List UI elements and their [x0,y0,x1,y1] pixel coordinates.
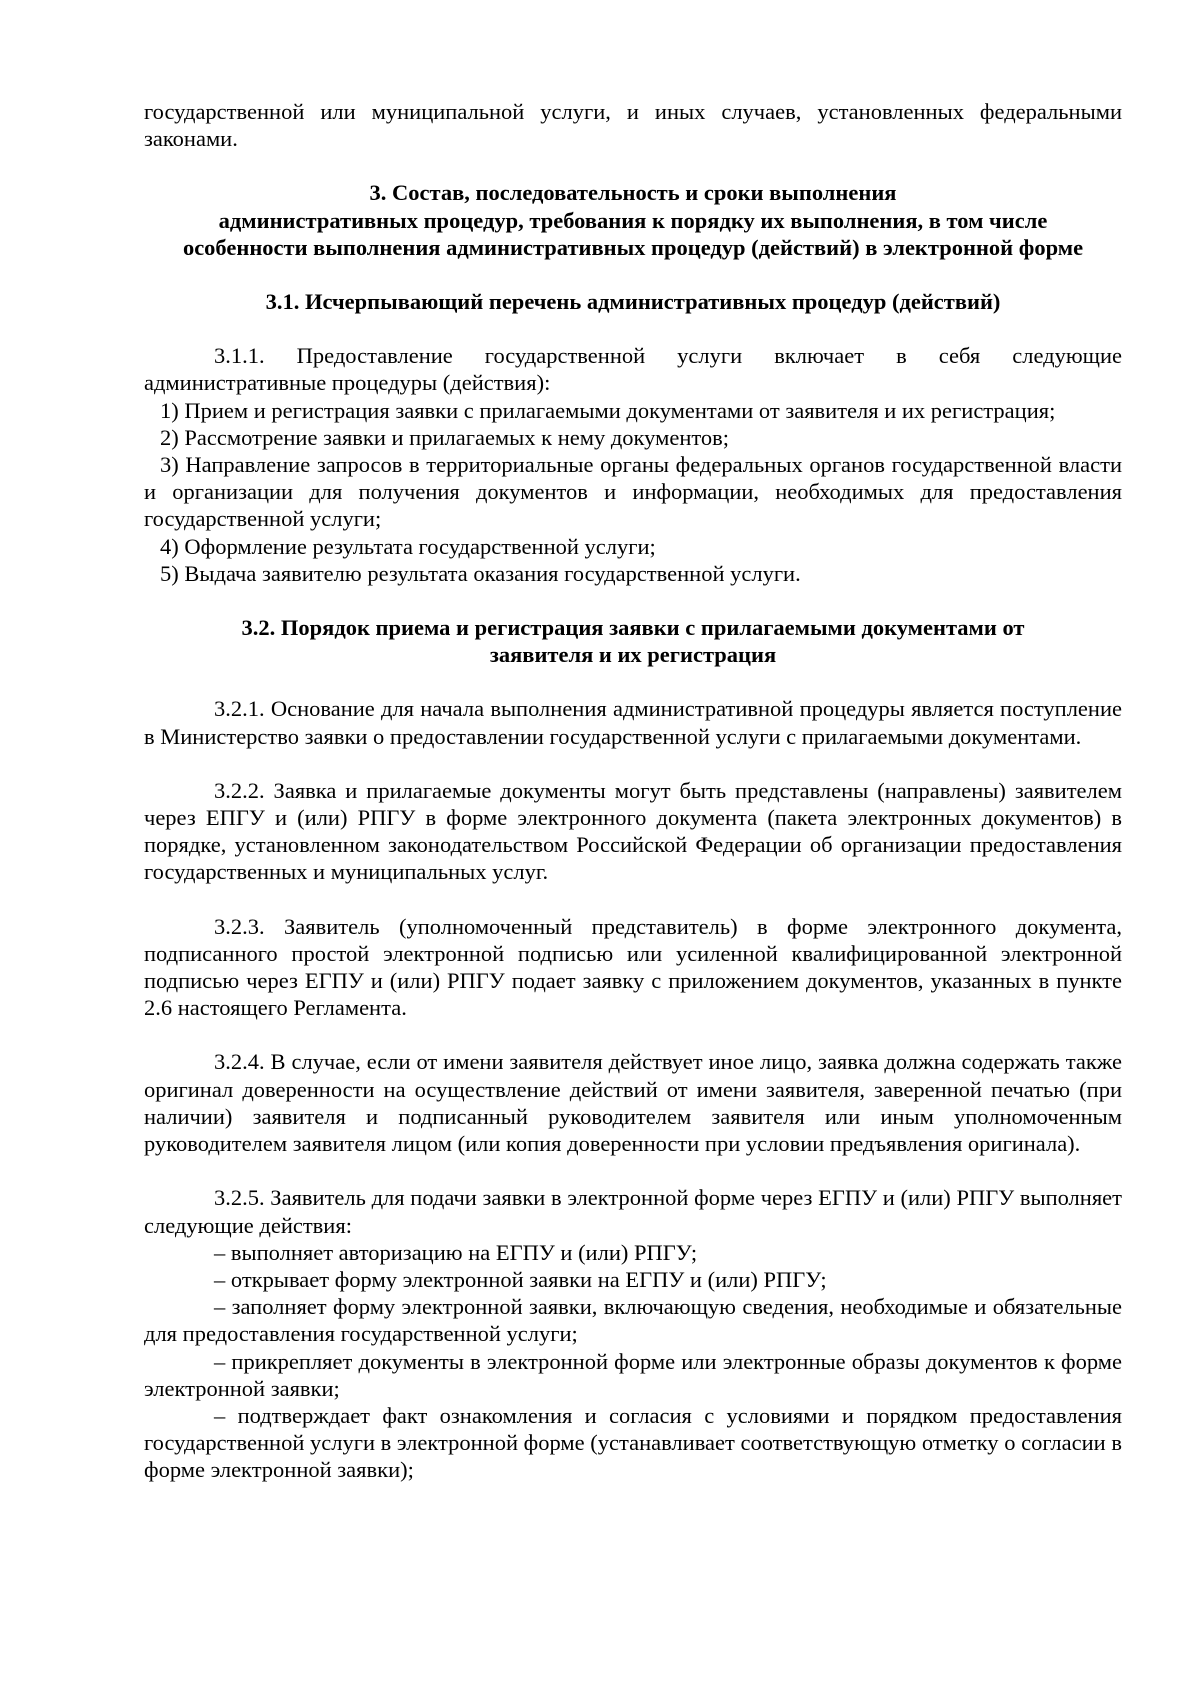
action-list-item: – прикрепляет документы в электронной форме или электронные образы документов к форме электронной заявки; [144,1348,1122,1401]
subsection-3-2-title-line-2: заявителя и их регистрация [489,642,777,668]
paragraph-3-1-1: 3.1.1. Предоставление государственной услуги включает в себя следующие административные процедуры (действия): [144,343,1122,396]
intro-paragraph: государственной или муниципальной услуги, и иных случаев, установленных федеральными законами. [144,99,1122,152]
procedure-list-item: 4) Оформление результата государственной услуги; [160,533,656,559]
paragraph-3-2-5: 3.2.5. Заявитель для подачи заявки в электронной форме через ЕГПУ и (или) РПГУ выполняет следующие действия: [144,1185,1122,1238]
action-list-item: – заполняет форму электронной заявки, включающую сведения, необходимые и обязательные для предоставления государственной услуги; [144,1294,1122,1347]
action-list-item: – открывает форму электронной заявки на ЕГПУ и (или) РПГУ; [214,1266,827,1292]
procedure-list-item: 5) Выдача заявителю результата оказания государственной услуги. [160,560,801,586]
section-3-title-line-3: особенности выполнения административных процедур (действий) в электронной форме [182,234,1084,260]
subsection-3-2-title-line-1: 3.2. Порядок приема и регистрация заявки с прилагаемыми документами от [241,615,1025,641]
subsection-3-1-title: 3.1. Исчерпывающий перечень административных процедур (действий) [265,289,1001,315]
paragraph-3-2-1: 3.2.1. Основание для начала выполнения административной процедуры является поступление в Министерство заявки о предоставлении государственной услуги с прилагаемыми документами. [144,696,1122,749]
action-list-item: – подтверждает факт ознакомления и согласия с условиями и порядком предоставления государственной услуги в электронной форме (устанавливает соответствующую отметку о согласии в форме электронной заявки); [144,1402,1122,1483]
section-3-title-line-1: 3. Состав, последовательность и сроки выполнения [369,180,897,206]
section-3-title-line-2: административных процедур, требования к порядку их выполнения, в том числе [218,207,1048,233]
paragraph-3-2-3: 3.2.3. Заявитель (уполномоченный представитель) в форме электронного документа, подписанного простой электронной подписью или усиленной квалифицированной электронной подписью через ЕГПУ и (или) РПГУ подает заявку с приложением документов, указанных в пункте 2.6 настоящего Регламента. [144,913,1122,1021]
procedure-list-item: 3) Направление запросов в территориальные органы федеральных органов государственной власти и организации для получения документов и информации, необходимых для предоставления государственной услуги; [144,452,1122,532]
paragraph-3-2-2: 3.2.2. Заявка и прилагаемые документы могут быть представлены (направлены) заявителем через ЕПГУ и (или) РПГУ в форме электронного документа (пакета электронных документов) в порядке, установленном законодательством Российской Федерации об организации предоставления государственных и муниципальных услуг. [144,777,1122,885]
paragraph-3-2-4: 3.2.4. В случае, если от имени заявителя действует иное лицо, заявка должна содержать также оригинал доверенности на осуществление действий от имени заявителя, заверенной печатью (при наличии) заявителя и подписанный руководителем заявителя или иным уполномоченным руководителем заявителя лицом (или копия доверенности при условии предъявления оригинала). [144,1049,1122,1157]
document-body [144,98,1122,1484]
action-list-item: – выполняет авторизацию на ЕГПУ и (или) РПГУ; [214,1239,698,1265]
procedure-list-item: 2) Рассмотрение заявки и прилагаемых к нему документов; [160,424,730,450]
procedure-list-item: 1) Прием и регистрация заявки с прилагаемыми документами от заявителя и их регистрация; [160,397,1056,423]
